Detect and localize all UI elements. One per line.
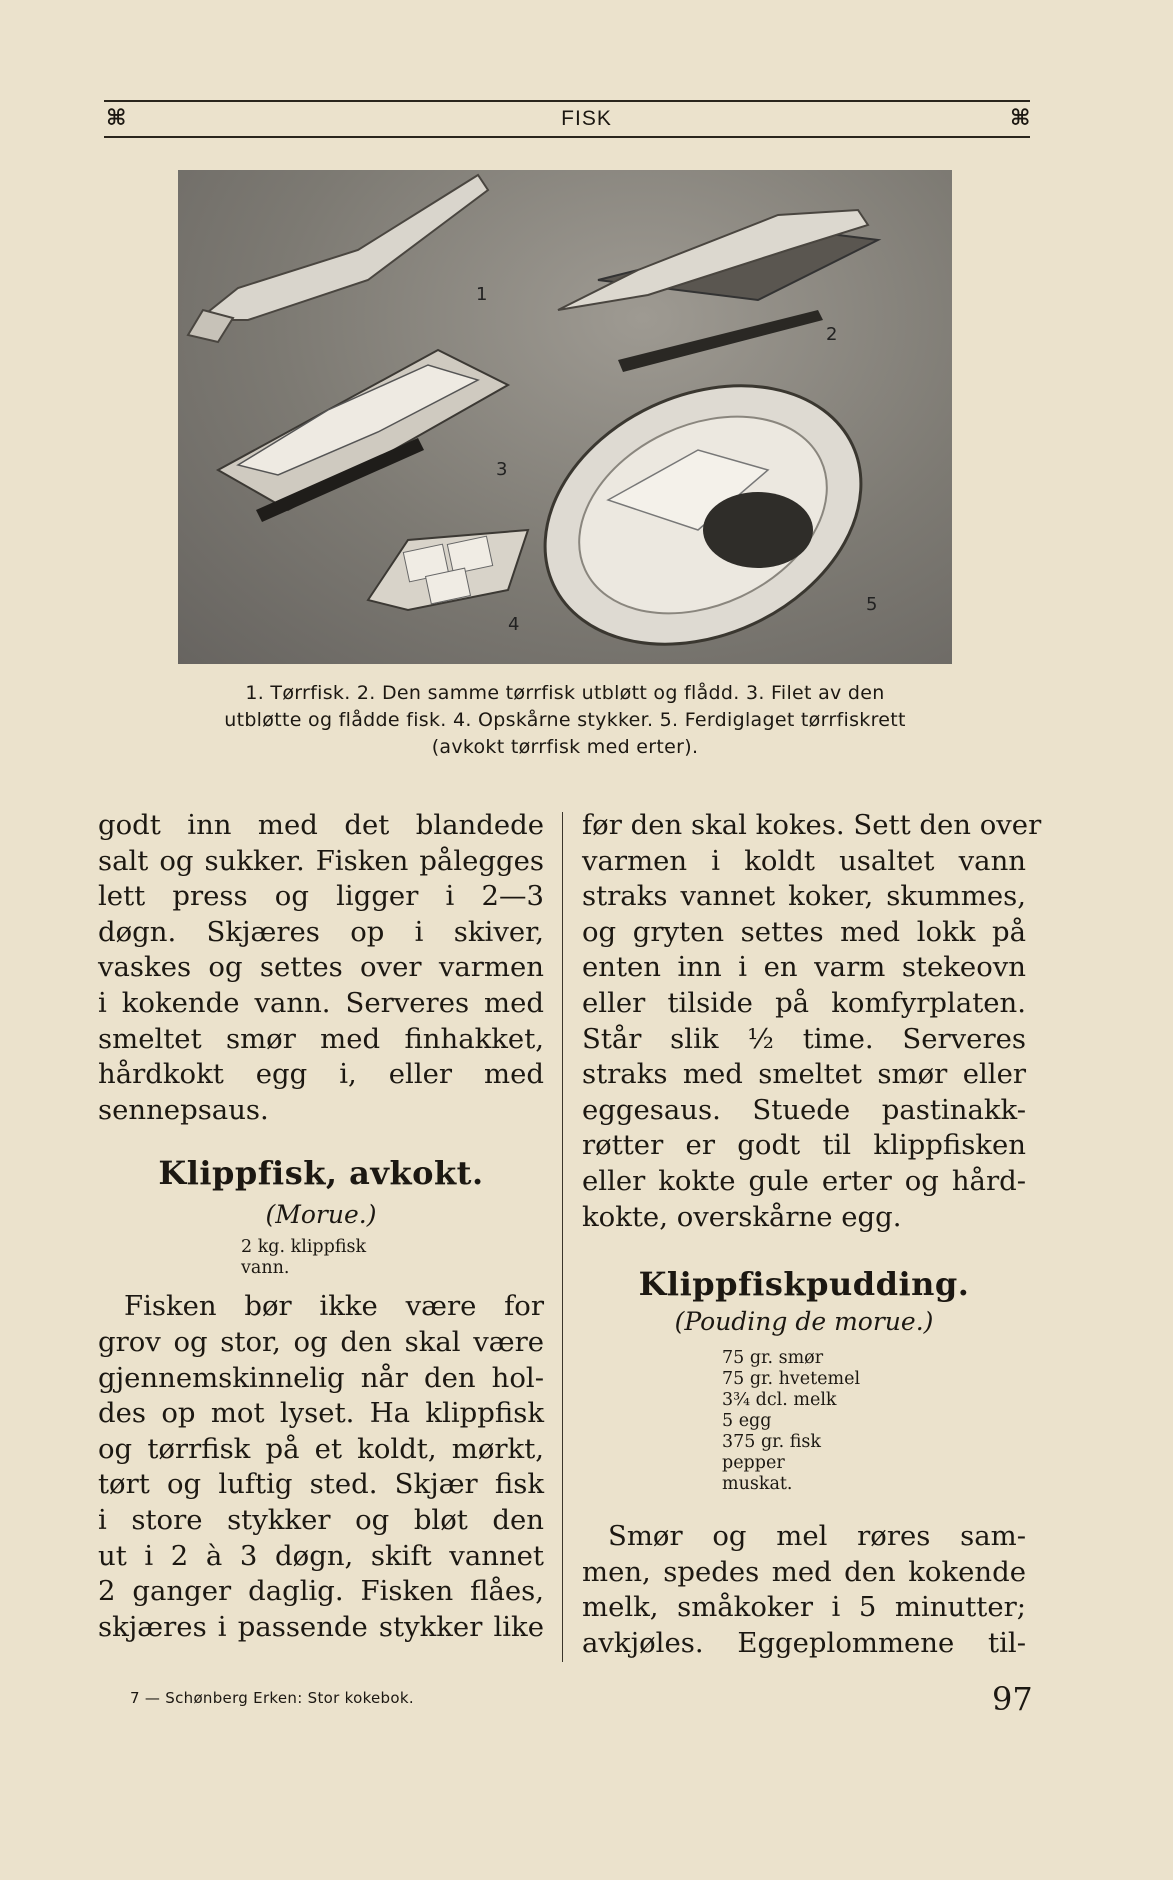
left-paragraph-2 [98, 1289, 544, 1645]
ingredient-item: vann. [241, 1258, 290, 1279]
recipe-title-klippfisk-avkokt: Klippfisk, avkokt. [158, 1154, 484, 1193]
page-number: 97 [992, 1680, 1033, 1718]
text-line: skjæres i passende stykker like [98, 1610, 544, 1643]
text-line: hårdkokt egg i, eller med [98, 1058, 544, 1091]
text-line: Står slik ½ time. Serveres [582, 1022, 1026, 1055]
ingredient-item: pepper [722, 1453, 785, 1474]
text-line: røtter er godt til klippfisken [582, 1129, 1026, 1162]
fish-photograph [178, 170, 952, 664]
text-line: døgn. Skjæres op i skiver, [98, 915, 544, 948]
text-line: Smør og mel røres sam- [608, 1520, 1026, 1553]
header-bottom-rule [104, 136, 1030, 138]
recipe-subtitle-pouding: (Pouding de morue.) [674, 1307, 934, 1337]
recipe-subtitle-morue: (Morue.) [265, 1200, 377, 1230]
header-top-rule [104, 100, 1030, 102]
right-paragraph-2 [582, 1519, 1026, 1661]
text-line: grov og stor, og den skal være [98, 1325, 544, 1358]
photo-label-2: 2 [826, 324, 838, 345]
header-right-ornament: ⌘ [1010, 106, 1031, 131]
text-line: og tørrfisk på et koldt, mørkt, [98, 1432, 544, 1465]
text-line: tørt og luftig sted. Skjær fisk [98, 1468, 544, 1501]
footer-signature-note: 7 — Schønberg Erken: Stor kokebok. [130, 1689, 414, 1707]
text-line: Fisken bør ikke være for [124, 1290, 544, 1323]
caption-line-2: utbløtte og flådde fisk. 4. Opskårne stykker. 5. Ferdiglaget tørrfiskrett [224, 709, 906, 731]
caption-line-1: 1. Tørrfisk. 2. Den samme tørrfisk utbløtt og flådd. 3. Filet av den [245, 682, 885, 704]
right-column [582, 808, 1042, 1662]
ingredient-item: 75 gr. smør [722, 1348, 824, 1369]
text-line: godt inn med det blandede [98, 809, 544, 841]
header-left-ornament: ⌘ [106, 106, 127, 131]
ingredient-item: 375 gr. fisk [722, 1432, 821, 1453]
text-line: eller tilside på komfyrplaten. [582, 986, 1026, 1019]
ingredient-item: 5 egg [722, 1411, 772, 1432]
fish-photograph-illustration [178, 170, 952, 664]
text-line: sennepsaus. [98, 1093, 269, 1126]
left-column [98, 808, 544, 1645]
recipe-title-klippfiskpudding: Klippfiskpudding. [638, 1265, 970, 1304]
column-divider [562, 812, 563, 1662]
text-line: kokte, overskårne egg. [582, 1200, 902, 1233]
text-line: 2 ganger daglig. Fisken flåes, [98, 1575, 544, 1608]
text-line: straks vannet koker, skummes, [582, 880, 1026, 913]
text-line: og gryten settes med lokk på [582, 915, 1026, 948]
ingredient-list [722, 1348, 1026, 1495]
photo-label-1: 1 [476, 284, 488, 305]
text-line: men, spedes med den kokende [582, 1555, 1026, 1588]
ingredient-item: 2 kg. klippfisk [241, 1237, 367, 1258]
ingredient-item: 75 gr. hvetemel [722, 1369, 861, 1390]
ingredient-item: muskat. [722, 1474, 793, 1495]
ingredient-item: 3¾ dcl. melk [722, 1390, 837, 1411]
text-line: i store stykker og bløt den [98, 1503, 544, 1536]
caption-line-3: (avkokt tørrfisk med erter). [431, 736, 699, 758]
right-paragraph-1 [582, 808, 1042, 1235]
photo-label-4: 4 [508, 614, 520, 635]
left-paragraph-1 [98, 808, 544, 1128]
text-line: enten inn i en varm stekeovn [582, 951, 1026, 984]
photo-caption [150, 680, 980, 761]
text-line: des op mot lyset. Ha klippfisk [98, 1397, 544, 1430]
text-line: smeltet smør med finhakket, [98, 1022, 544, 1055]
text-line: før den skal kokes. Sett den over [582, 809, 1042, 841]
text-line: varmen i koldt usaltet vann [582, 844, 1026, 877]
text-line: eller kokte gule erter og hård- [582, 1164, 1026, 1197]
text-line: vaskes og settes over varmen [98, 951, 544, 984]
text-line: straks med smeltet smør eller [582, 1058, 1026, 1091]
text-line: avkjøles. Eggeplommene til- [582, 1626, 1026, 1659]
text-line: melk, småkoker i 5 minutter; [582, 1591, 1026, 1624]
text-line: gjennemskinnelig når den hol- [98, 1361, 544, 1394]
header-title: FISK [561, 107, 612, 130]
text-line: ut i 2 à 3 døgn, skift vannet [98, 1539, 544, 1572]
photo-label-5: 5 [866, 594, 878, 615]
ingredient-list [241, 1237, 544, 1279]
text-line: lett press og ligger i 2—3 [98, 880, 544, 913]
photo-label-3: 3 [496, 459, 508, 480]
text-line: eggesaus. Stuede pastinakk- [582, 1093, 1026, 1126]
text-line: i kokende vann. Serveres med [98, 986, 544, 1019]
text-line: salt og sukker. Fisken pålegges [98, 844, 544, 877]
